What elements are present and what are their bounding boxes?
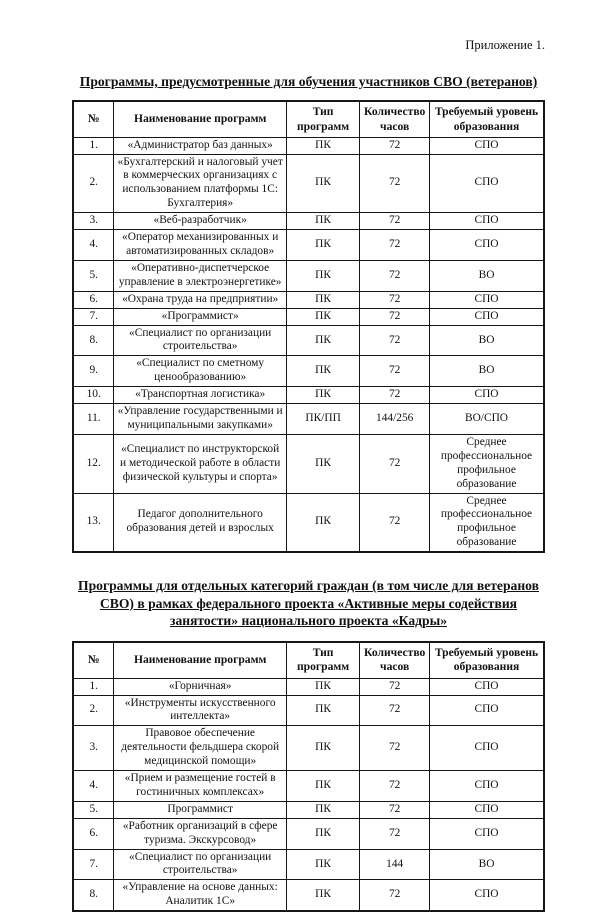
hours: 72 xyxy=(360,308,430,325)
education-level: ВО xyxy=(430,325,544,356)
program-name: «Прием и размещение гостей в гостиничных комплексах» xyxy=(114,771,286,802)
table-body xyxy=(73,137,544,552)
hours: 72 xyxy=(360,801,430,818)
program-name: «Инструменты искусственного интеллекта» xyxy=(114,695,286,726)
education-level: Среднее профессиональное профильное образование xyxy=(430,434,544,493)
education-level: СПО xyxy=(430,387,544,404)
column-header: Требуемый уровень образования xyxy=(430,642,544,678)
column-header: Тип программ xyxy=(286,642,359,678)
program-name: «Веб-разработчик» xyxy=(114,213,286,230)
table-row xyxy=(73,213,544,230)
hours: 72 xyxy=(360,260,430,291)
column-header: Количество часов xyxy=(360,101,430,137)
row-number: 1. xyxy=(73,137,114,154)
program-type: ПК xyxy=(286,325,359,356)
row-number: 8. xyxy=(73,325,114,356)
row-number: 9. xyxy=(73,356,114,387)
program-type: ПК xyxy=(286,771,359,802)
row-number: 5. xyxy=(73,801,114,818)
education-level: Среднее профессиональное профильное образование xyxy=(430,493,544,552)
education-level: СПО xyxy=(430,230,544,261)
column-header: Тип программ xyxy=(286,101,359,137)
program-type: ПК xyxy=(286,880,359,911)
program-type: ПК xyxy=(286,849,359,880)
column-header: Наименование программ xyxy=(114,642,286,678)
row-number: 6. xyxy=(73,291,114,308)
program-name: «Специалист по организации строительства» xyxy=(114,325,286,356)
hours: 72 xyxy=(360,230,430,261)
program-name: «Бухгалтерский и налоговый учет в коммерческих организациях с использованием платформы 1С: Бухгалтерия» xyxy=(114,154,286,213)
row-number: 2. xyxy=(73,154,114,213)
row-number: 1. xyxy=(73,678,114,695)
row-number: 13. xyxy=(73,493,114,552)
program-type: ПК xyxy=(286,291,359,308)
hours: 72 xyxy=(360,387,430,404)
education-level: СПО xyxy=(430,801,544,818)
program-type: ПК xyxy=(286,213,359,230)
programs-table-svo xyxy=(72,100,545,553)
table-header xyxy=(73,642,544,678)
table-row xyxy=(73,325,544,356)
row-number: 12. xyxy=(73,434,114,493)
row-number: 8. xyxy=(73,880,114,911)
table-row xyxy=(73,291,544,308)
row-number: 11. xyxy=(73,404,114,435)
program-type: ПК xyxy=(286,230,359,261)
education-level: СПО xyxy=(430,678,544,695)
table-row xyxy=(73,260,544,291)
row-number: 5. xyxy=(73,260,114,291)
hours: 72 xyxy=(360,154,430,213)
program-name: «Оперативно-диспетчерское управление в электроэнергетике» xyxy=(114,260,286,291)
program-type: ПК xyxy=(286,801,359,818)
program-type: ПК xyxy=(286,818,359,849)
programs-table-federal-project xyxy=(72,641,545,912)
hours: 72 xyxy=(360,356,430,387)
program-name: Правовое обеспечение деятельности фельдшера скорой медицинской помощи» xyxy=(114,726,286,771)
column-header: Наименование программ xyxy=(114,101,286,137)
table-row xyxy=(73,818,544,849)
row-number: 4. xyxy=(73,771,114,802)
column-header: № xyxy=(73,642,114,678)
table-body xyxy=(73,678,544,911)
table-row xyxy=(73,771,544,802)
education-level: СПО xyxy=(430,137,544,154)
hours: 72 xyxy=(360,291,430,308)
education-level: СПО xyxy=(430,154,544,213)
row-number: 10. xyxy=(73,387,114,404)
education-level: СПО xyxy=(430,213,544,230)
program-type: ПК xyxy=(286,434,359,493)
program-name: «Специалист по организации строительства» xyxy=(114,849,286,880)
program-type: ПК xyxy=(286,387,359,404)
program-name: «Оператор механизированных и автоматизированных складов» xyxy=(114,230,286,261)
table-row xyxy=(73,154,544,213)
table-row xyxy=(73,493,544,552)
program-name: «Горничная» xyxy=(114,678,286,695)
program-type: ПК xyxy=(286,154,359,213)
hours: 72 xyxy=(360,695,430,726)
header-row xyxy=(73,101,544,137)
hours: 72 xyxy=(360,325,430,356)
education-level: ВО xyxy=(430,849,544,880)
program-name: «Работник организаций в сфере туризма. Экскурсовод» xyxy=(114,818,286,849)
table-row xyxy=(73,849,544,880)
section-title-federal-project-programs: Программы для отдельных категорий граждан (в том числе для ветеранов СВО) в рамках федерального проекта «Активные меры содействия занятости» национального проекта «Кадры» xyxy=(78,578,539,628)
education-level: СПО xyxy=(430,771,544,802)
program-name: «Программист» xyxy=(114,308,286,325)
hours: 72 xyxy=(360,213,430,230)
hours: 144/256 xyxy=(360,404,430,435)
program-name: «Транспортная логистика» xyxy=(114,387,286,404)
hours: 144 xyxy=(360,849,430,880)
table-row xyxy=(73,356,544,387)
program-type: ПК xyxy=(286,137,359,154)
education-level: СПО xyxy=(430,726,544,771)
column-header: № xyxy=(73,101,114,137)
table-row xyxy=(73,404,544,435)
table-header xyxy=(73,101,544,137)
row-number: 7. xyxy=(73,308,114,325)
hours: 72 xyxy=(360,678,430,695)
hours: 72 xyxy=(360,434,430,493)
row-number: 3. xyxy=(73,213,114,230)
row-number: 7. xyxy=(73,849,114,880)
education-level: СПО xyxy=(430,695,544,726)
hours: 72 xyxy=(360,771,430,802)
program-name: Педагог дополнительного образования детей и взрослых xyxy=(114,493,286,552)
program-type: ПК xyxy=(286,695,359,726)
program-name: «Специалист по сметному ценообразованию» xyxy=(114,356,286,387)
row-number: 6. xyxy=(73,818,114,849)
education-level: ВО xyxy=(430,356,544,387)
program-name: «Управление на основе данных: Аналитик 1С» xyxy=(114,880,286,911)
education-level: СПО xyxy=(430,880,544,911)
hours: 72 xyxy=(360,137,430,154)
program-type: ПК xyxy=(286,726,359,771)
section-title-svo-programs: Программы, предусмотренные для обучения участников СВО (ветеранов) xyxy=(79,74,538,89)
row-number: 2. xyxy=(73,695,114,726)
row-number: 4. xyxy=(73,230,114,261)
table-row xyxy=(73,387,544,404)
program-name: «Специалист по инструкторской и методической работе в области физической культуры и спорта» xyxy=(114,434,286,493)
program-name: «Охрана труда на предприятии» xyxy=(114,291,286,308)
table-row xyxy=(73,308,544,325)
header-row xyxy=(73,642,544,678)
program-name: «Администратор баз данных» xyxy=(114,137,286,154)
program-type: ПК xyxy=(286,260,359,291)
column-header: Требуемый уровень образования xyxy=(430,101,544,137)
education-level: ВО xyxy=(430,260,544,291)
table-row xyxy=(73,137,544,154)
program-type: ПК xyxy=(286,356,359,387)
education-level: СПО xyxy=(430,291,544,308)
table-row xyxy=(73,230,544,261)
program-type: ПК/ПП xyxy=(286,404,359,435)
column-header: Количество часов xyxy=(360,642,430,678)
hours: 72 xyxy=(360,818,430,849)
program-type: ПК xyxy=(286,308,359,325)
program-name: «Управление государственными и муниципальными закупками» xyxy=(114,404,286,435)
table-row xyxy=(73,434,544,493)
hours: 72 xyxy=(360,726,430,771)
table-row xyxy=(73,726,544,771)
appendix-label: Приложение 1. xyxy=(465,38,545,52)
education-level: СПО xyxy=(430,308,544,325)
table-row xyxy=(73,695,544,726)
program-type: ПК xyxy=(286,493,359,552)
table-row xyxy=(73,880,544,911)
education-level: ВО/СПО xyxy=(430,404,544,435)
table-row xyxy=(73,801,544,818)
table-row xyxy=(73,678,544,695)
hours: 72 xyxy=(360,493,430,552)
education-level: СПО xyxy=(430,818,544,849)
program-type: ПК xyxy=(286,678,359,695)
row-number: 3. xyxy=(73,726,114,771)
program-name: Программист xyxy=(114,801,286,818)
hours: 72 xyxy=(360,880,430,911)
